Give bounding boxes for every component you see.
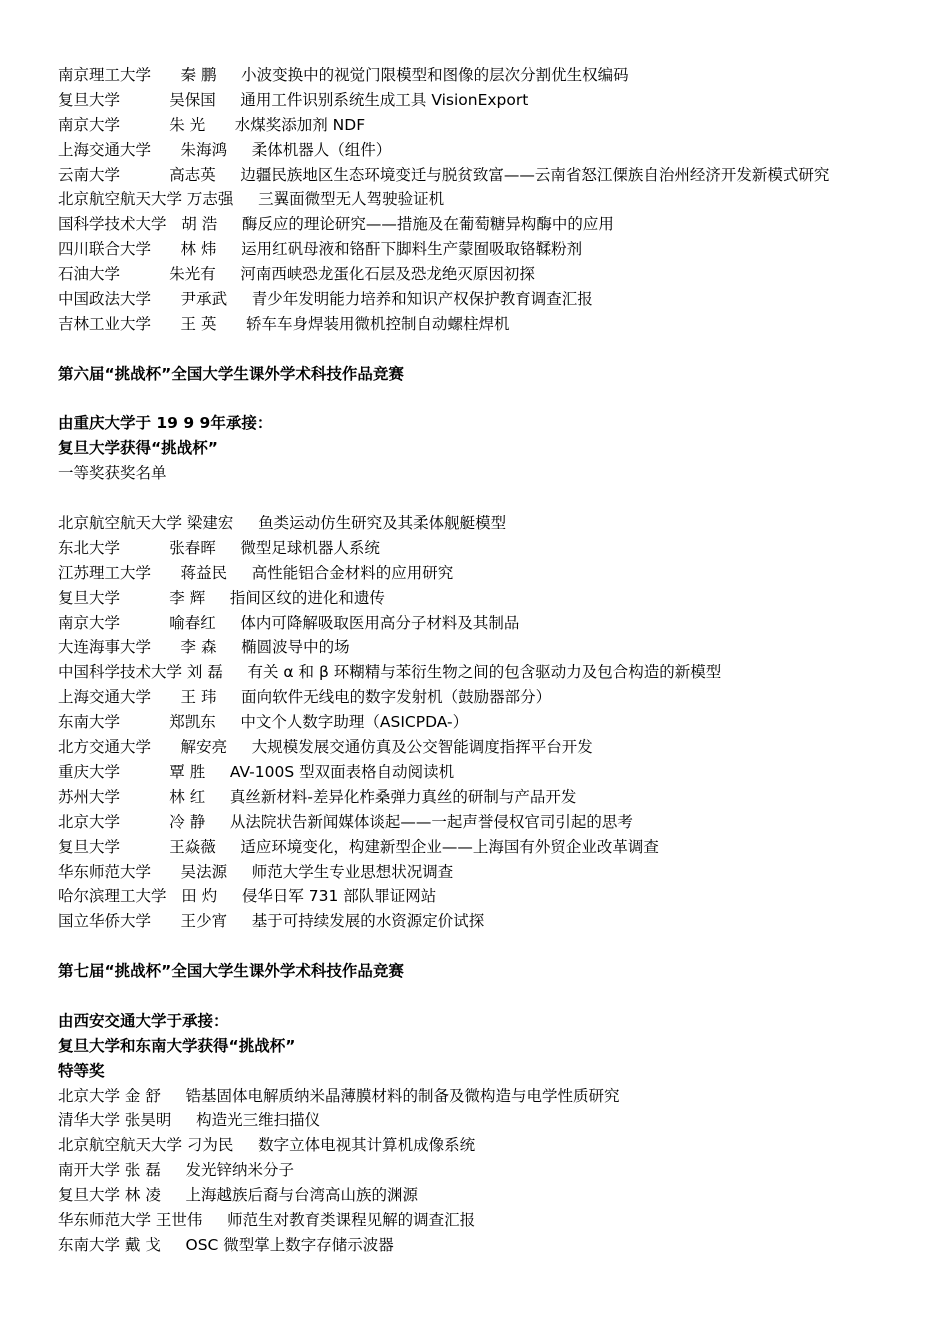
award-entry: 东南大学 郑凯东 中文个人数字助理（ASICPDA-） — [58, 713, 469, 732]
section-heading: 特等奖 — [58, 1061, 105, 1080]
award-entry: 哈尔滨理工大学 田 灼 侵华日军 731 部队罪证网站 — [58, 887, 437, 906]
award-entry: 一等奖获奖名单 — [58, 464, 167, 483]
award-entry: 华东师范大学 王世伟 师范生对教育类课程见解的调查汇报 — [58, 1210, 476, 1229]
award-entry: 复旦大学 王焱薇 适应环境变化，构建新型企业——上海国有外贸企业改革调查 — [58, 837, 659, 856]
award-entry: 四川联合大学 林 炜 运用红矾母液和铬酐下脚料生产蒙囿吸取铬鞣粉剂 — [58, 240, 583, 259]
award-entry: 国立华侨大学 王少宵 基于可持续发展的水资源定价试探 — [58, 912, 485, 931]
award-entry: 北京航空航天大学 万志强 三翼面微型无人驾驶验证机 — [58, 190, 445, 209]
blank-line — [58, 486, 938, 511]
award-entry: 中国科学技术大学 刘 磊 有关 α 和 β 环糊精与苯衍生物之间的包含驱动力及包合构造的新模型 — [58, 663, 722, 682]
section-heading: 复旦大学获得“挑战杯” — [58, 439, 218, 458]
award-entry: 南京大学 朱 光 水煤奖添加剂 NDF — [58, 115, 366, 134]
award-entry: 北方交通大学 解安亮 大规模发展交通仿真及公交智能调度指挥平台开发 — [58, 738, 593, 757]
award-entry: 苏州大学 林 红 真丝新材料-差异化柞桑弹力真丝的研制与产品开发 — [58, 787, 577, 806]
award-entry: 中国政法大学 尹承武 青少年发明能力培养和知识产权保护教育调查汇报 — [58, 290, 593, 309]
award-entry: 东南大学 戴 戈 OSC 微型掌上数字存储示波器 — [58, 1235, 394, 1254]
award-entry: 北京大学 金 舒 锆基固体电解质纳米晶薄膜材料的制备及微构造与电学性质研究 — [58, 1086, 620, 1105]
section-heading: 由重庆大学于 19 9 9年承接： — [58, 414, 273, 433]
award-entry: 大连海事大学 李 森 椭圆波导中的场 — [58, 638, 350, 657]
blank-line — [58, 337, 938, 362]
blank-line — [58, 934, 938, 959]
award-entry: 东北大学 张春晖 微型足球机器人系统 — [58, 538, 380, 557]
award-entry: 重庆大学 覃 胜 AV-100S 型双面表格自动阅读机 — [58, 762, 455, 781]
award-entry: 江苏理工大学 蒋益民 高性能铝合金材料的应用研究 — [58, 563, 454, 582]
section-heading: 复旦大学和东南大学获得“挑战杯” — [58, 1036, 296, 1055]
award-entry: 复旦大学 吴保国 通用工件识别系统生成工具 VisionExport — [58, 90, 529, 109]
award-entry: 北京大学 冷 静 从法院状告新闻媒体谈起——一起声誉侵权官司引起的思考 — [58, 812, 633, 831]
award-entry: 华东师范大学 吴法源 师范大学生专业思想状况调查 — [58, 862, 454, 881]
award-entry: 石油大学 朱光有 河南西峡恐龙蛋化石层及恐龙绝灭原因初探 — [58, 265, 535, 284]
blank-line — [58, 984, 938, 1009]
award-entry: 国科学技术大学 胡 浩 酶反应的理论研究——措施及在葡萄糖异构酶中的应用 — [58, 215, 614, 234]
section-heading: 第六届“挑战杯”全国大学生课外学术科技作品竞赛 — [58, 364, 404, 383]
section-heading: 由西安交通大学于承接： — [58, 1011, 229, 1030]
document-page — [58, 63, 938, 1258]
award-entry: 南京理工大学 秦 鹏 小波变换中的视觉门限模型和图像的层次分割优生权编码 — [58, 66, 629, 84]
award-entry: 上海交通大学 朱海鸿 柔体机器人（组件） — [58, 140, 392, 159]
section-heading: 第七届“挑战杯”全国大学生课外学术科技作品竞赛 — [58, 962, 404, 981]
award-entry: 南开大学 张 磊 发光锌纳米分子 — [58, 1161, 294, 1180]
award-entry: 上海交通大学 王 玮 面向软件无线电的数字发射机（鼓励器部分） — [58, 688, 552, 707]
award-entry: 云南大学 高志英 边疆民族地区生态环境变迁与脱贫致富——云南省怒江傈族自治州经济开发新模式研究 — [58, 165, 830, 184]
award-entry: 清华大学 张昊明 构造光三维扫描仪 — [58, 1111, 321, 1130]
award-entry: 北京航空航天大学 梁建宏 鱼类运动仿生研究及其柔体舰艇模型 — [58, 514, 507, 533]
award-entry: 吉林工业大学 王 英 轿车车身焊装用微机控制自动螺柱焊机 — [58, 314, 510, 333]
award-entry: 复旦大学 李 辉 指间区纹的进化和遗传 — [58, 588, 385, 607]
award-entry: 复旦大学 林 凌 上海越族后裔与台湾高山族的渊源 — [58, 1186, 418, 1205]
award-entry: 北京航空航天大学 刁为民 数字立体电视其计算机成像系统 — [58, 1136, 476, 1155]
award-entry: 南京大学 喻春红 体内可降解吸取医用高分子材料及其制品 — [58, 613, 520, 632]
blank-line — [58, 387, 938, 412]
